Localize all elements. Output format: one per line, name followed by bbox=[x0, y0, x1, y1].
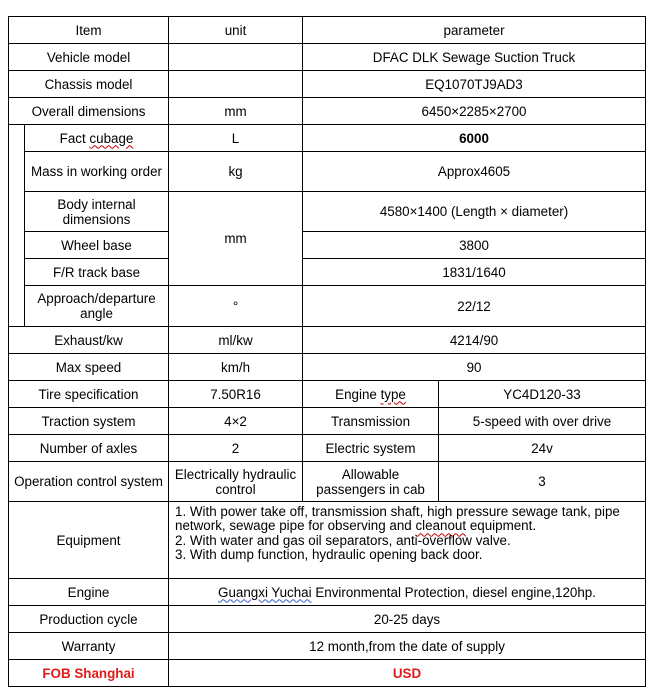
table-row bbox=[9, 44, 646, 71]
equipment-line-1-mark: cleanout bbox=[415, 518, 467, 534]
axles-label: Number of axles bbox=[9, 435, 169, 462]
exhaust-value: 4214/90 bbox=[303, 327, 646, 354]
equipment-value bbox=[169, 502, 646, 579]
traction-label: Traction system bbox=[9, 408, 169, 435]
table-row bbox=[9, 286, 646, 327]
fact-cubage-value: 6000 bbox=[303, 125, 646, 152]
body-internal-value: 4580×1400 (Length × diameter) bbox=[303, 192, 646, 232]
table-row bbox=[9, 17, 646, 44]
table-row bbox=[9, 125, 646, 152]
engine-type-label-mark: type bbox=[380, 386, 406, 402]
table-row bbox=[9, 633, 646, 660]
mass-label: Mass in working order bbox=[25, 152, 169, 192]
warranty-value: 12 month,from the date of supply bbox=[169, 633, 646, 660]
fact-cubage-label-start: Fact bbox=[59, 130, 90, 146]
spec-table bbox=[8, 16, 646, 687]
chassis-model-unit bbox=[169, 71, 303, 98]
header-parameter: parameter bbox=[303, 17, 646, 44]
fob-value: USD bbox=[169, 660, 646, 687]
transmission-value: 5-speed with over drive bbox=[439, 408, 646, 435]
table-row bbox=[9, 408, 646, 435]
group-unit-mm: mm bbox=[169, 192, 303, 286]
electric-value: 24v bbox=[439, 435, 646, 462]
production-cycle-label: Production cycle bbox=[9, 606, 169, 633]
wheel-base-label: Wheel base bbox=[25, 232, 169, 259]
warranty-label: Warranty bbox=[9, 633, 169, 660]
table-row bbox=[9, 71, 646, 98]
operation-value: Electrically hydraulic control bbox=[169, 462, 303, 502]
production-cycle-value: 20-25 days bbox=[169, 606, 646, 633]
engine-value-mark: Guangxi Yuchai bbox=[218, 584, 312, 600]
operation-label: Operation control system bbox=[9, 462, 169, 502]
header-item: Item bbox=[9, 17, 169, 44]
table-row bbox=[9, 462, 646, 502]
engine-label: Engine bbox=[9, 579, 169, 606]
engine-type-value: YC4D120-33 bbox=[439, 381, 646, 408]
table-row bbox=[9, 381, 646, 408]
table-row bbox=[9, 192, 646, 232]
table-row bbox=[9, 232, 646, 259]
group-gutter bbox=[9, 125, 25, 327]
axles-value: 2 bbox=[169, 435, 303, 462]
chassis-model-label: Chassis model bbox=[9, 71, 169, 98]
table-row bbox=[9, 606, 646, 633]
exhaust-label: Exhaust/kw bbox=[9, 327, 169, 354]
vehicle-model-unit bbox=[169, 44, 303, 71]
mass-value: Approx4605 bbox=[303, 152, 646, 192]
body-internal-label: Body internal dimensions bbox=[25, 192, 169, 232]
equipment-line-1: 1. With power take off, transmission shaft, high pressure sewage tank, pipe network, sewage pipe for observing and cleanout equipment. bbox=[175, 504, 620, 534]
max-speed-value: 90 bbox=[303, 354, 646, 381]
approach-value: 22/12 bbox=[303, 286, 646, 327]
engine-value: Guangxi Yuchai Environmental Protection, diesel engine,120hp. bbox=[169, 579, 646, 606]
max-speed-label: Max speed bbox=[9, 354, 169, 381]
traction-value: 4×2 bbox=[169, 408, 303, 435]
passengers-label: Allowable passengers in cab bbox=[303, 462, 439, 502]
table-row bbox=[9, 579, 646, 606]
approach-unit: ° bbox=[169, 286, 303, 327]
table-row bbox=[9, 435, 646, 462]
table-row bbox=[9, 152, 646, 192]
table-row bbox=[9, 327, 646, 354]
approach-label: Approach/departure angle bbox=[25, 286, 169, 327]
track-base-label: F/R track base bbox=[25, 259, 169, 286]
track-base-value: 1831/1640 bbox=[303, 259, 646, 286]
overall-dimensions-value: 6450×2285×2700 bbox=[303, 98, 646, 125]
engine-type-label-start: Engine bbox=[335, 386, 381, 402]
header-unit: unit bbox=[169, 17, 303, 44]
max-speed-unit: km/h bbox=[169, 354, 303, 381]
fob-label: FOB Shanghai bbox=[9, 660, 169, 687]
fact-cubage-unit: L bbox=[169, 125, 303, 152]
overall-dimensions-unit: mm bbox=[169, 98, 303, 125]
equipment-line-3: 3. With dump function, hydraulic opening back door. bbox=[175, 547, 483, 563]
vehicle-model-label: Vehicle model bbox=[9, 44, 169, 71]
tire-value: 7.50R16 bbox=[169, 381, 303, 408]
fact-cubage-label bbox=[25, 125, 169, 152]
tire-label: Tire specification bbox=[9, 381, 169, 408]
equipment-line-2: 2. With water and gas oil separators, anti-overflow valve. bbox=[175, 532, 511, 548]
equipment-label: Equipment bbox=[9, 502, 169, 579]
table-row bbox=[9, 259, 646, 286]
fact-cubage-label-mark: cubage bbox=[89, 130, 134, 146]
chassis-model-value: EQ1070TJ9AD3 bbox=[303, 71, 646, 98]
table-row bbox=[9, 354, 646, 381]
exhaust-unit: ml/kw bbox=[169, 327, 303, 354]
passengers-value: 3 bbox=[439, 462, 646, 502]
table-row bbox=[9, 502, 646, 579]
table-row bbox=[9, 660, 646, 687]
engine-type-label bbox=[303, 381, 439, 408]
wheel-base-value: 3800 bbox=[303, 232, 646, 259]
electric-label: Electric system bbox=[303, 435, 439, 462]
vehicle-model-value: DFAC DLK Sewage Suction Truck bbox=[303, 44, 646, 71]
table-row bbox=[9, 98, 646, 125]
mass-unit: kg bbox=[169, 152, 303, 192]
transmission-label: Transmission bbox=[303, 408, 439, 435]
overall-dimensions-label: Overall dimensions bbox=[9, 98, 169, 125]
